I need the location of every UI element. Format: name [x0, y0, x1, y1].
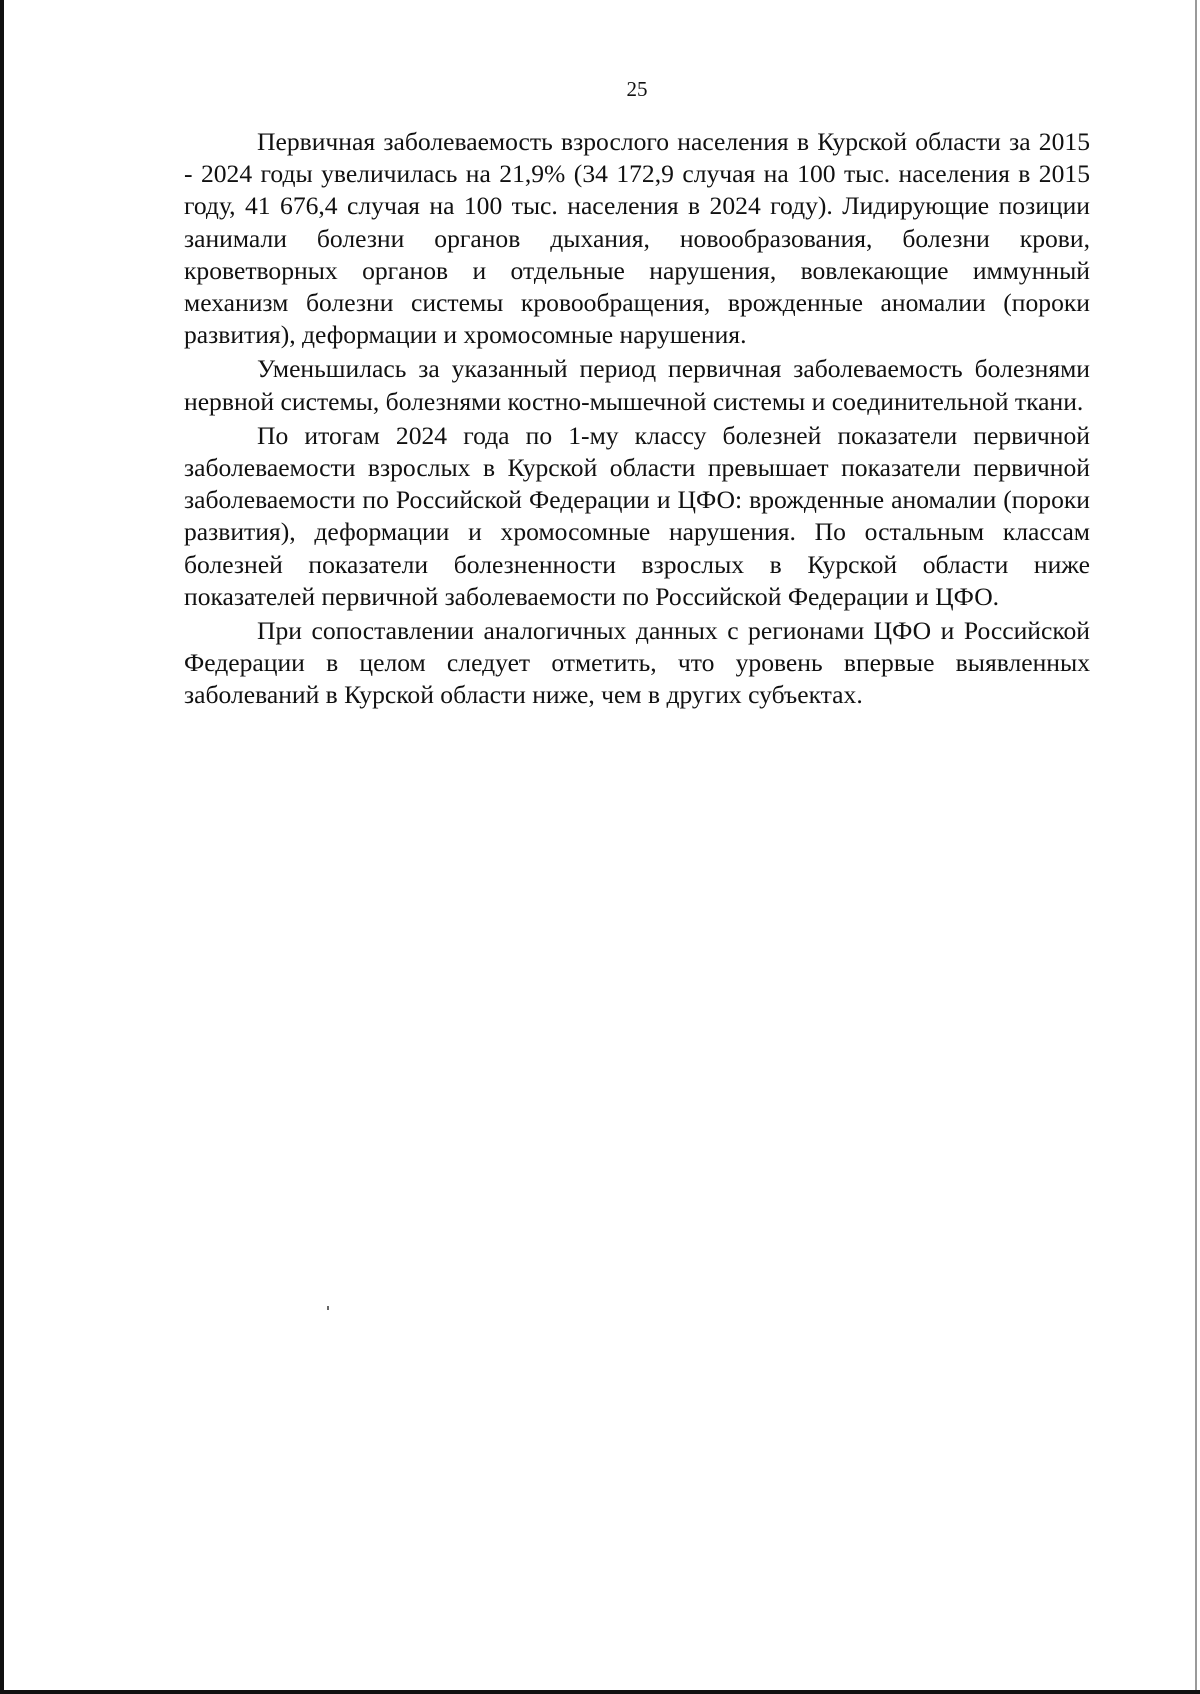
document-page [184, 76, 1090, 714]
paragraph-primary-morbidity: Первичная заболеваемость взрослого населения в Курской области за 2015 - 2024 годы увеличилась на 21,9% (34 172,9 случая на 100 тыс. населения в 2015 году, 41 676,4 случая на 100 тыс. населения в 2024 году). Лидирующие позиции занимали болезни органов дыхания, новообразования, болезни крови, кроветворных органов и отдельные нарушения, вовлекающие иммунный механизм болезни системы кровообращения, врожденные аномалии (пороки развития), деформации и хромосомные нарушения. [184, 127, 1090, 350]
page-number: 25 [626, 77, 648, 101]
paragraph-decrease: Уменьшилась за указанный период первичная заболеваемость болезнями нервной системы, болезнями костно-мышечной системы и соединительной ткани. [184, 354, 1090, 416]
paragraph-results-2024: По итогам 2024 года по 1-му классу болезней показатели первичной заболеваемости взрослых в Курской области превышает показатели первичной заболеваемости по Российской Федерации и ЦФО: врожденные аномалии (пороки развития), деформации и хромосомные нарушения. По остальным классам болезней показатели болезненности взрослых в Курской области ниже показателей первичной заболеваемости по Российской Федерации и ЦФО. [184, 420, 1090, 611]
paragraph-comparison: При сопоставлении аналогичных данных с регионами ЦФО и Российской Федерации в целом следует отметить, что уровень впервые выявленных заболеваний в Курской области ниже, чем в других субъектах. [184, 616, 1090, 710]
scan-speck [327, 1306, 329, 1310]
